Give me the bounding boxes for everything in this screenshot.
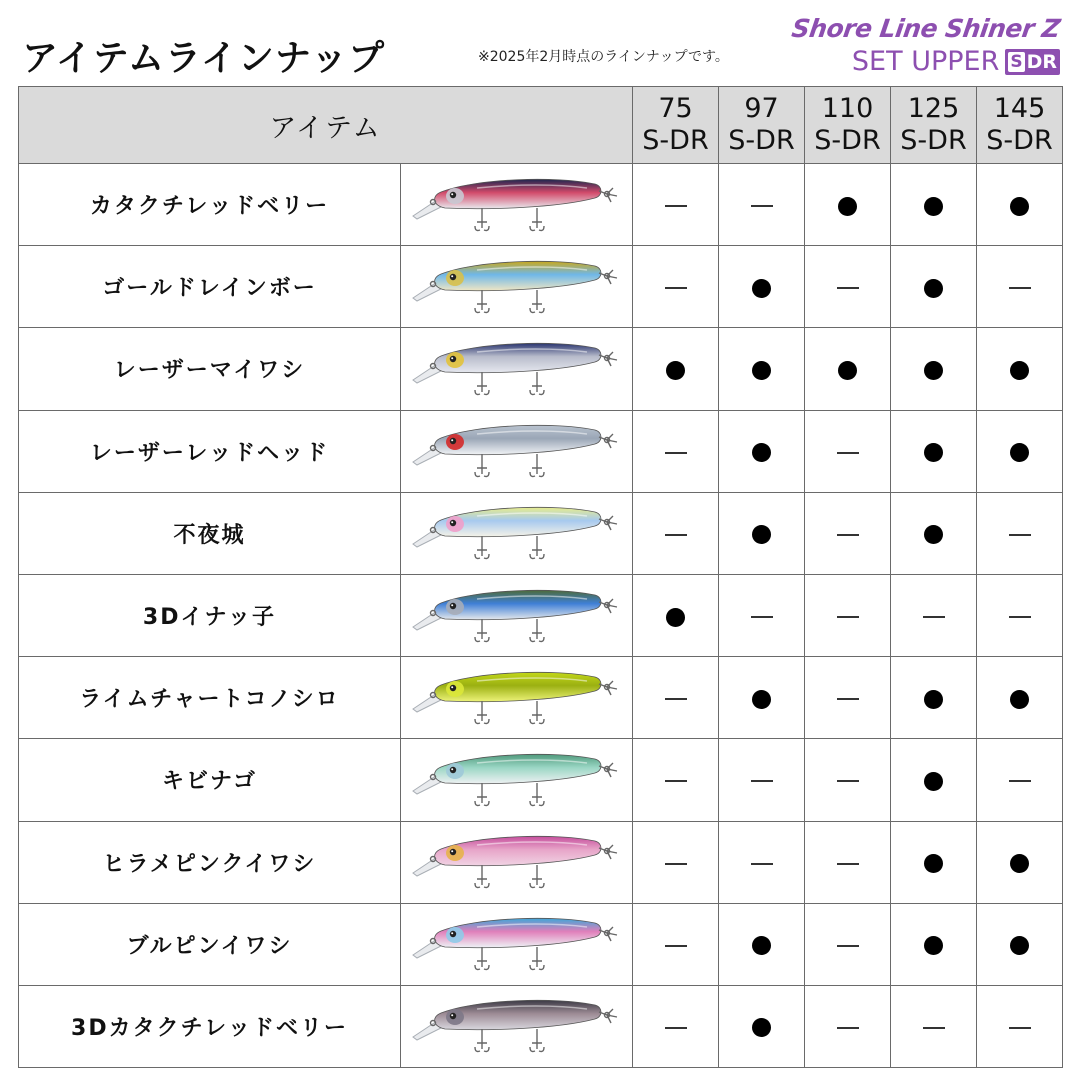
filled-circle-icon xyxy=(752,279,771,298)
size-header-97: 97 S-DR xyxy=(719,87,805,164)
filled-circle-icon xyxy=(924,279,943,298)
filled-circle-icon xyxy=(924,936,943,955)
table-row xyxy=(19,574,1063,656)
filled-circle-icon xyxy=(924,772,943,791)
filled-circle-icon xyxy=(752,525,771,544)
lure-image xyxy=(407,581,627,651)
dash-icon xyxy=(1009,1027,1031,1029)
item-name: 3Dカタクチレッドベリー xyxy=(19,985,401,1067)
dash-icon xyxy=(837,698,859,700)
header-row xyxy=(19,87,1063,164)
available-mark xyxy=(719,410,805,492)
lure-image xyxy=(407,827,627,897)
lure-image-cell xyxy=(401,164,633,246)
item-column-header: アイテム xyxy=(19,87,633,164)
dash-icon xyxy=(837,1027,859,1029)
filled-circle-icon xyxy=(924,361,943,380)
filled-circle-icon xyxy=(1010,690,1029,709)
dash-icon xyxy=(665,863,687,865)
lure-image-cell xyxy=(401,739,633,821)
dash-icon xyxy=(665,287,687,289)
dash-icon xyxy=(751,780,773,782)
dash-icon xyxy=(837,534,859,536)
unavailable-mark xyxy=(977,492,1063,574)
sdr-badge-s: S xyxy=(1010,51,1023,72)
unavailable-mark xyxy=(633,739,719,821)
unavailable-mark xyxy=(633,657,719,739)
dash-icon xyxy=(837,287,859,289)
lure-image-cell xyxy=(401,903,633,985)
table-row xyxy=(19,821,1063,903)
lure-image xyxy=(407,909,627,979)
filled-circle-icon xyxy=(924,690,943,709)
table-row xyxy=(19,246,1063,328)
lure-image-cell xyxy=(401,574,633,656)
item-name: ゴールドレインボー xyxy=(19,246,401,328)
available-mark xyxy=(633,328,719,410)
size-header-145: 145 S-DR xyxy=(977,87,1063,164)
dash-icon xyxy=(837,452,859,454)
table-row xyxy=(19,328,1063,410)
unavailable-mark xyxy=(891,985,977,1067)
available-mark xyxy=(891,821,977,903)
filled-circle-icon xyxy=(666,361,685,380)
table-row xyxy=(19,492,1063,574)
lure-image xyxy=(407,663,627,733)
filled-circle-icon xyxy=(1010,936,1029,955)
filled-circle-icon xyxy=(752,361,771,380)
filled-circle-icon xyxy=(1010,443,1029,462)
unavailable-mark xyxy=(719,739,805,821)
table-row xyxy=(19,657,1063,739)
item-name: 3Dイナッ子 xyxy=(19,574,401,656)
available-mark xyxy=(719,903,805,985)
dash-icon xyxy=(923,1027,945,1029)
item-name: レーザーレッドヘッド xyxy=(19,410,401,492)
filled-circle-icon xyxy=(924,854,943,873)
item-name: ブルピンイワシ xyxy=(19,903,401,985)
available-mark xyxy=(977,164,1063,246)
dash-icon xyxy=(665,780,687,782)
dash-icon xyxy=(1009,780,1031,782)
available-mark xyxy=(891,492,977,574)
unavailable-mark xyxy=(977,739,1063,821)
unavailable-mark xyxy=(719,574,805,656)
lineup-body xyxy=(19,164,1063,1068)
available-mark xyxy=(891,246,977,328)
filled-circle-icon xyxy=(666,608,685,627)
filled-circle-icon xyxy=(924,525,943,544)
lure-image xyxy=(407,416,627,486)
size-header-125: 125 S-DR xyxy=(891,87,977,164)
dash-icon xyxy=(1009,616,1031,618)
brand-logo xyxy=(790,12,1066,82)
lure-image xyxy=(407,170,627,240)
lure-image xyxy=(407,498,627,568)
filled-circle-icon xyxy=(1010,197,1029,216)
filled-circle-icon xyxy=(752,443,771,462)
available-mark xyxy=(633,574,719,656)
table-row xyxy=(19,739,1063,821)
dash-icon xyxy=(665,534,687,536)
available-mark xyxy=(719,492,805,574)
available-mark xyxy=(719,246,805,328)
unavailable-mark xyxy=(805,739,891,821)
item-name: カタクチレッドベリー xyxy=(19,164,401,246)
lure-image-cell xyxy=(401,657,633,739)
dash-icon xyxy=(665,205,687,207)
dash-icon xyxy=(751,863,773,865)
available-mark xyxy=(719,328,805,410)
available-mark xyxy=(977,903,1063,985)
unavailable-mark xyxy=(977,985,1063,1067)
dash-icon xyxy=(665,945,687,947)
unavailable-mark xyxy=(633,985,719,1067)
lure-image-cell xyxy=(401,328,633,410)
dash-icon xyxy=(665,698,687,700)
unavailable-mark xyxy=(805,657,891,739)
unavailable-mark xyxy=(891,574,977,656)
table-row xyxy=(19,903,1063,985)
dash-icon xyxy=(837,863,859,865)
filled-circle-icon xyxy=(752,690,771,709)
unavailable-mark xyxy=(805,574,891,656)
unavailable-mark xyxy=(633,903,719,985)
available-mark xyxy=(891,657,977,739)
table-row xyxy=(19,164,1063,246)
sdr-badge-dr: DR xyxy=(1026,50,1057,73)
page-title: アイテムラインナップ xyxy=(22,38,386,79)
dash-icon xyxy=(1009,287,1031,289)
dash-icon xyxy=(665,1027,687,1029)
available-mark xyxy=(977,410,1063,492)
dash-icon xyxy=(923,616,945,618)
unavailable-mark xyxy=(977,246,1063,328)
lineup-table xyxy=(18,86,1063,1068)
available-mark xyxy=(891,903,977,985)
filled-circle-icon xyxy=(1010,854,1029,873)
filled-circle-icon xyxy=(838,361,857,380)
unavailable-mark xyxy=(805,821,891,903)
dash-icon xyxy=(837,780,859,782)
available-mark xyxy=(977,657,1063,739)
dash-icon xyxy=(837,616,859,618)
lure-image xyxy=(407,252,627,322)
available-mark xyxy=(891,410,977,492)
available-mark xyxy=(719,657,805,739)
filled-circle-icon xyxy=(924,443,943,462)
unavailable-mark xyxy=(805,903,891,985)
lure-image-cell xyxy=(401,410,633,492)
lure-image-cell xyxy=(401,985,633,1067)
filled-circle-icon xyxy=(752,936,771,955)
unavailable-mark xyxy=(805,985,891,1067)
size-header-110: 110 S-DR xyxy=(805,87,891,164)
available-mark xyxy=(719,985,805,1067)
filled-circle-icon xyxy=(1010,361,1029,380)
item-name: キビナゴ xyxy=(19,739,401,821)
dash-icon xyxy=(1009,534,1031,536)
dash-icon xyxy=(751,616,773,618)
filled-circle-icon xyxy=(752,1018,771,1037)
table-row xyxy=(19,985,1063,1067)
dash-icon xyxy=(837,945,859,947)
unavailable-mark xyxy=(977,574,1063,656)
lure-image xyxy=(407,334,627,404)
available-mark xyxy=(805,164,891,246)
lure-image xyxy=(407,991,627,1061)
lure-image-cell xyxy=(401,492,633,574)
unavailable-mark xyxy=(633,821,719,903)
unavailable-mark xyxy=(805,410,891,492)
sdr-badge xyxy=(1005,49,1060,75)
unavailable-mark xyxy=(633,246,719,328)
filled-circle-icon xyxy=(838,197,857,216)
available-mark xyxy=(891,328,977,410)
table-row xyxy=(19,410,1063,492)
unavailable-mark xyxy=(719,821,805,903)
unavailable-mark xyxy=(633,492,719,574)
unavailable-mark xyxy=(633,164,719,246)
unavailable-mark xyxy=(719,164,805,246)
available-mark xyxy=(891,164,977,246)
brand-name: Shore Line Shiner Z xyxy=(790,14,1063,43)
item-name: ヒラメピンクイワシ xyxy=(19,821,401,903)
filled-circle-icon xyxy=(924,197,943,216)
available-mark xyxy=(977,328,1063,410)
available-mark xyxy=(977,821,1063,903)
lure-image-cell xyxy=(401,246,633,328)
brand-sub xyxy=(852,46,1060,77)
unavailable-mark xyxy=(805,246,891,328)
lure-image-cell xyxy=(401,821,633,903)
size-header-75: 75 S-DR xyxy=(633,87,719,164)
unavailable-mark xyxy=(633,410,719,492)
available-mark xyxy=(805,328,891,410)
lure-image xyxy=(407,745,627,815)
item-name: 不夜城 xyxy=(19,492,401,574)
unavailable-mark xyxy=(805,492,891,574)
availability-note: ※2025年2月時点のラインナップです。 xyxy=(478,49,729,65)
dash-icon xyxy=(751,205,773,207)
brand-sub-label: SET UPPER xyxy=(851,46,1000,77)
dash-icon xyxy=(665,452,687,454)
item-name: ライムチャートコノシロ xyxy=(19,657,401,739)
item-name: レーザーマイワシ xyxy=(19,328,401,410)
available-mark xyxy=(891,739,977,821)
